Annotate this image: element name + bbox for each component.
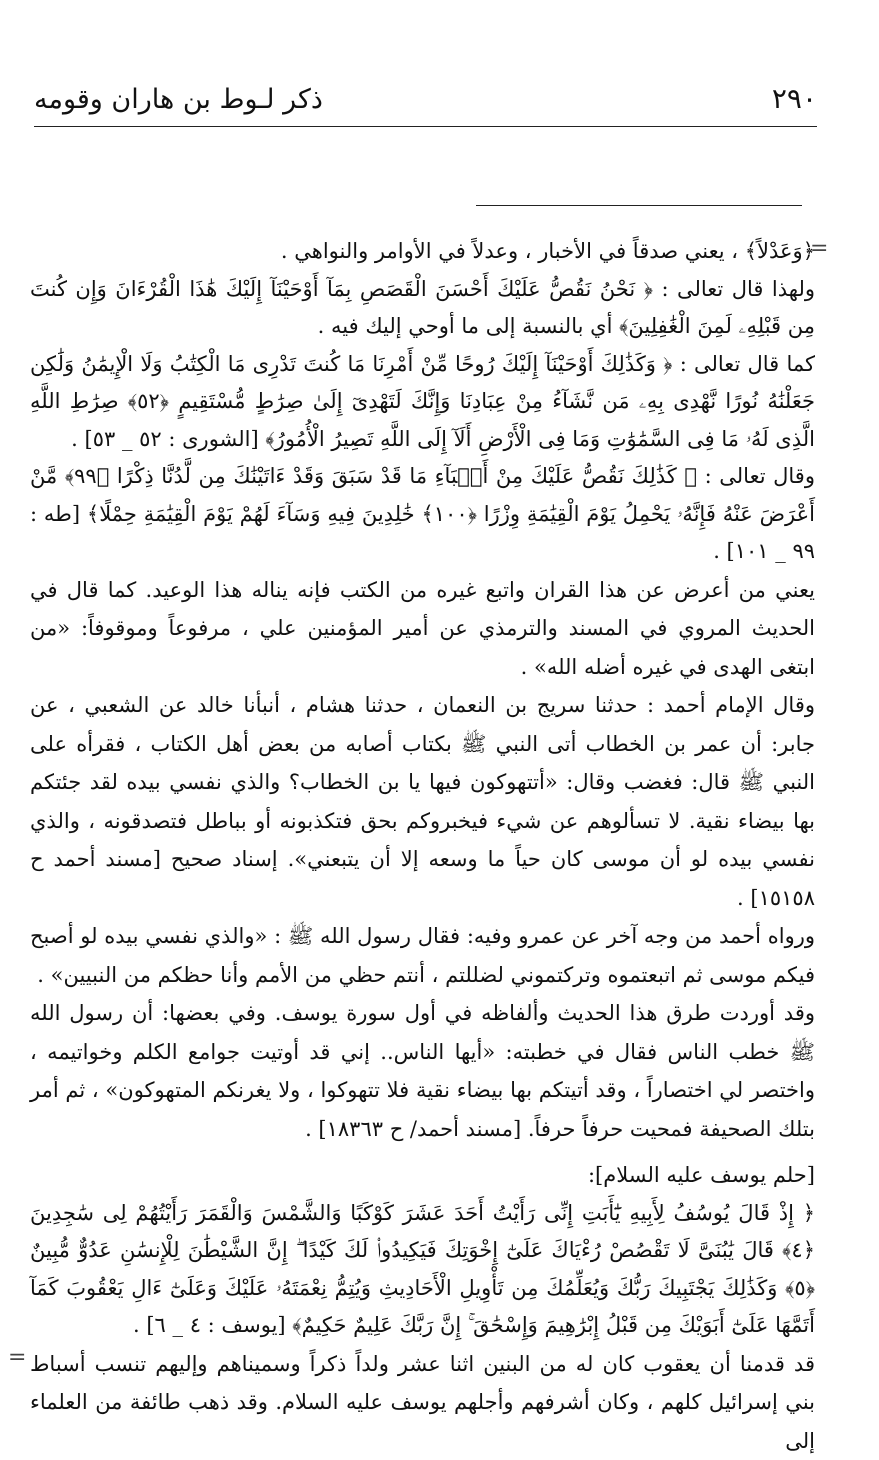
section-verse: ﴿ إِذْ قَالَ يُوسُفُ لِأَبِيهِ يَٰٓأَبَتِ إِنِّى رَأَيْتُ أَحَدَ عَشَرَ كَوْكَبًا وَالشَّمْسَ وَالْقَمَرَ رَأَيْتُهُمْ لِى سَٰجِدِينَ ﴿٤﴾ قَالَ يَٰبُنَىَّ لَا تَقْصُصْ رُءْيَاكَ عَلَىٰٓ إِخْوَتِكَ فَيَكِيدُوا۟ لَكَ كَيْدًا ۖ إِنَّ الشَّيْطَٰنَ لِلْإِنسَٰنِ عَدُوٌّ مُّبِينٌ ﴿٥﴾ وَكَذَٰلِكَ يَجْتَبِيكَ رَبُّكَ وَيُعَلِّمُكَ مِن تَأْوِيلِ الْأَحَادِيثِ وَيُتِمُّ نِعْمَتَهُۥ عَلَيْكَ وَعَلَىٰٓ ءَالِ يَعْقُوبَ كَمَآ أَتَمَّهَا عَلَىٰٓ أَبَوَيْكَ مِن قَبْلُ إِبْرَٰهِيمَ وَإِسْحَٰقَ ۚ إِنَّ رَبَّكَ عَلِيمٌ حَكِيمٌ﴾ [يوسف : ٤ _ ٦] . xyxy=(30,1195,815,1345)
paragraph-7: ورواه أحمد من وجه آخر عن عمرو وفيه: فقال رسول الله ﷺ : «والذي نفسي بيده لو أصبح فيكم موسى ثم اتبعتموه وتركتموني لضللتم ، أنتم حظي من الأمم وأنا حظكم من النبيين» . xyxy=(30,917,815,994)
paragraph-2: ولهذا قال تعالى : ﴿ نَحْنُ نَقُصُّ عَلَيْكَ أَحْسَنَ الْقَصَصِ بِمَآ أَوْحَيْنَآ إِلَيْكَ هَٰذَا الْقُرْءَانَ وَإِن كُنتَ مِن قَبْلِهِۦ لَمِنَ الْغَٰفِلِينَ﴾ أي بالنسبة إلى ما أوحي إليك فيه . xyxy=(30,271,815,346)
section-heading: [حلم يوسف عليه السلام]: xyxy=(30,1156,815,1195)
paragraph-6: وقال الإمام أحمد : حدثنا سريج بن النعمان ، حدثنا هشام ، أنبأنا خالد عن الشعبي ، عن جابر: أن عمر بن الخطاب أتى النبي ﷺ بكتاب أصابه من بعض أهل الكتاب ، فقرأه على النبي ﷺ قال: فغضب وقال: «أتتهوكون فيها يا بن الخطاب؟ والذي نفسي بيده لقد جئتكم بها بيضاء نقية. لا تسألوهم عن شيء فيخبروكم بحق فتكذبونه أو بباطل فتصدقونه ، والذي نفسي بيده لو أن موسى كان حياً ما وسعه إلا أن يتبعني». إسناد صحيح [مسند أحمد ح ١٥١٥٨] . xyxy=(30,686,815,917)
paragraph-4: وقال تعالى : ﴿ كَذَٰلِكَ نَقُصُّ عَلَيْكَ مِنْ أَنۢبَآءِ مَا قَدْ سَبَقَ وَقَدْ ءَاتَيْنَٰكَ مِن لَّدُنَّا ذِكْرًا ﴿٩٩﴾ مَّنْ أَعْرَضَ عَنْهُ فَإِنَّهُۥ يَحْمِلُ يَوْمَ الْقِيَٰمَةِ وِزْرًا ﴿١٠٠﴾ خَٰلِدِينَ فِيهِ وَسَآءَ لَهُمْ يَوْمَ الْقِيَٰمَةِ حِمْلًا﴾ [طه : ٩٩ _ ١٠١] . xyxy=(30,458,815,571)
page-body xyxy=(30,232,815,1460)
continuation-mark-bottom: = xyxy=(8,1345,26,1370)
paragraph-3: كما قال تعالى : ﴿ وَكَذَٰلِكَ أَوْحَيْنَآ إِلَيْكَ رُوحًا مِّنْ أَمْرِنَا مَا كُنتَ تَدْرِى مَا الْكِتَٰبُ وَلَا الْإِيمَٰنُ وَلَٰكِن جَعَلْنَٰهُ نُورًا نَّهْدِى بِهِۦ مَن نَّشَآءُ مِنْ عِبَادِنَا وَإِنَّكَ لَتَهْدِىٓ إِلَىٰ صِرَٰطٍ مُّسْتَقِيمٍ ﴿٥٢﴾ صِرَٰطِ اللَّهِ الَّذِى لَهُۥ مَا فِى السَّمَٰوَٰتِ وَمَا فِى الْأَرْضِ أَلَآ إِلَى اللَّهِ تَصِيرُ الْأُمُورُ﴾ [الشورى : ٥٢ _ ٥٣] . xyxy=(30,346,815,459)
running-title: ذكر لـوط بن هاران وقومه xyxy=(34,84,323,115)
separator-rule xyxy=(476,205,802,206)
continuation-mark-top: = xyxy=(810,236,828,261)
paragraph-1: ﴿وَعَدْلاً﴾ ، يعني صدقاً في الأخبار ، وعدلاً في الأوامر والنواهي . xyxy=(30,232,815,271)
paragraph-8: وقد أوردت طرق هذا الحديث وألفاظه في أول سورة يوسف. وفي بعضها: أن رسول الله ﷺ خطب الناس فقال في خطبته: «أيها الناس.. إني قد أوتيت جوامع الكلم وخواتيمه ، واختصر لي اختصاراً ، وقد أتيتكم بها بيضاء نقية فلا تتهوكوا ، ولا يغرنكم المتهوكون» ، ثم أمر بتلك الصحيفة فمحيت حرفاً حرفاً. [مسند أحمد/ ح ١٨٣٦٣] . xyxy=(30,994,815,1148)
page-header xyxy=(34,82,817,127)
page-number: ٢٩٠ xyxy=(772,82,817,115)
section-closing: قد قدمنا أن يعقوب كان له من البنين اثنا عشر ولداً ذكراً وسميناهم وإليهم تنسب أسباط بني إسرائيل كلهم ، وكان أشرفهم وأجلهم يوسف عليه السلام. وقد ذهب طائفة من العلماء إلى xyxy=(30,1345,815,1460)
paragraph-5: يعني من أعرض عن هذا القران واتبع غيره من الكتب فإنه يناله هذا الوعيد. كما قال في الحديث المروي في المسند والترمذي عن أمير المؤمنين علي ، مرفوعاً وموقوفاً: «من ابتغى الهدى في غيره أضله الله» . xyxy=(30,571,815,687)
